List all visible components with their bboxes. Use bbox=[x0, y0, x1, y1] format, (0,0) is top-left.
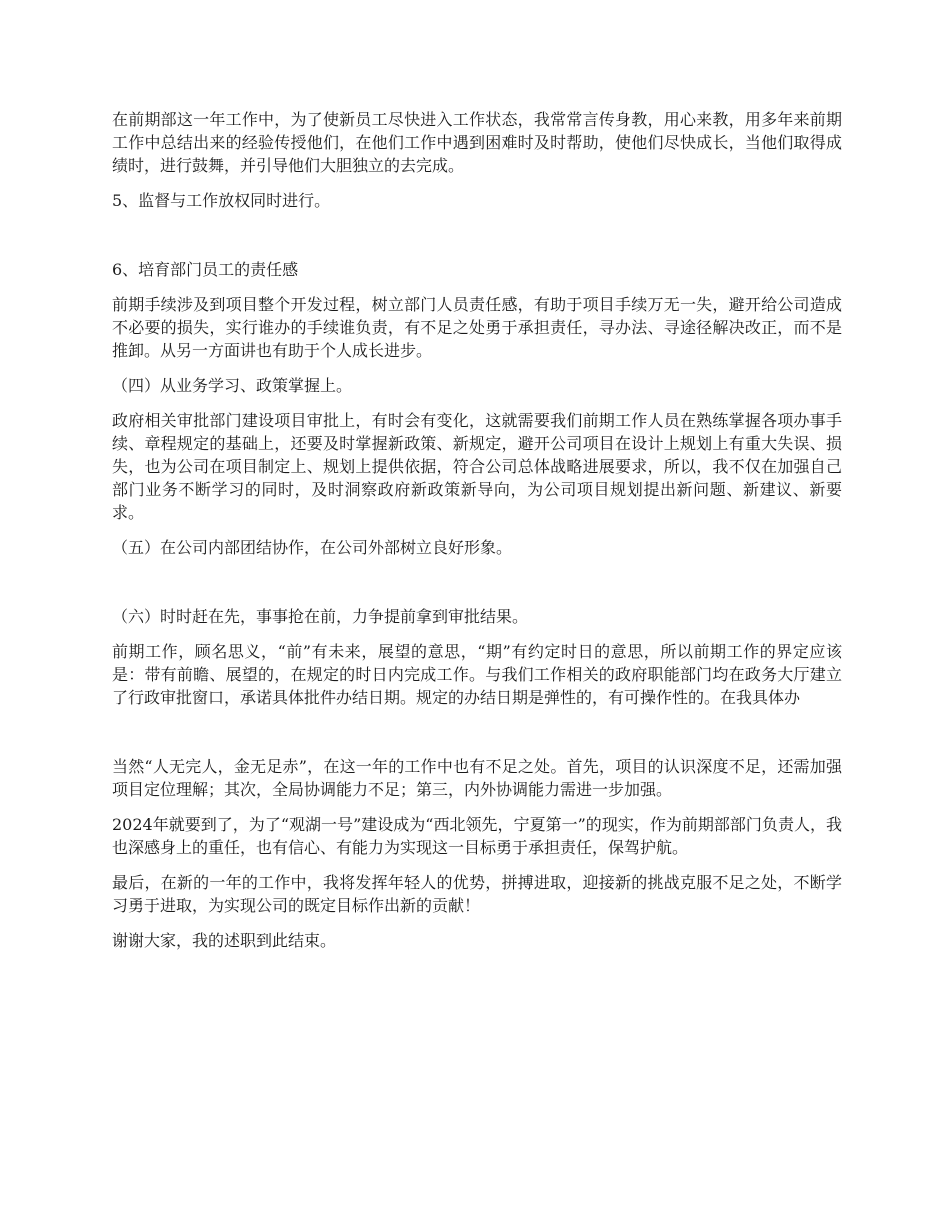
paragraph-2024-goals: 2024年就要到了，为了“观湖一号”建设成为“西北领先，宁夏第一”的现实，作为前期部部门负责人，我也深感身上的重任，也有信心、有能力为实现这一目标勇于承担责任，保驾护航。 bbox=[112, 815, 842, 857]
paragraph-preliminary-work: 前期工作，顾名思义，“前”有未来，展望的意思，“期”有约定时日的意思，所以前期工作的界定应该是：带有前瞻、展望的，在规定的时日内完成工作。与我们工作相关的政府职能部门均在政务大厅建立了行政审批窗口，承诺具体批件办结日期。规定的办结日期是弹性的，有可操作性的。在我具体办 bbox=[112, 642, 842, 707]
paragraph-mentoring: 在前期部这一年工作中，为了使新员工尽快进入工作状态，我常常言传身教，用心来教，用多年来前期工作中总结出来的经验传授他们，在他们工作中遇到困难时及时帮助，使他们尽快成长，当他们取得成绩时，进行鼓舞，并引导他们大胆独立的去完成。 bbox=[112, 110, 842, 175]
document-body bbox=[112, 108, 842, 964]
item-5-heading: 5、监督与工作放权同时进行。 bbox=[112, 191, 331, 210]
section-6-heading: （六）时时赶在先，事事抢在前，力争提前拿到审批结果。 bbox=[112, 607, 529, 626]
section-4-heading: （四）从业务学习、政策掌握上。 bbox=[112, 376, 353, 395]
paragraph-shortcomings: 当然“人无完人，金无足赤”，在这一年的工作中也有不足之处。首先，项目的认识深度不足，还需加强项目定位理解；其次，全局协调能力不足；第三，内外协调能力需进一步加强。 bbox=[112, 757, 842, 799]
section-5-heading: （五）在公司内部团结协作，在公司外部树立良好形象。 bbox=[112, 538, 513, 557]
paragraph-policy: 政府相关审批部门建设项目审批上，有时会有变化，这就需要我们前期工作人员在熟练掌握各项办事手续、章程规定的基础上，还要及时掌握新政策、新规定，避开公司项目在设计上规划上有重大失误、损失，也为公司在项目制定上、规划上提供依据，符合公司总体战略进展要求，所以，我不仅在加强自己部门业务不断学习的同时，及时洞察政府新政策新导向，为公司项目规划提出新问题、新建议、新要求。 bbox=[112, 411, 842, 522]
paragraph-closing-commitment: 最后，在新的一年的工作中，我将发挥年轻人的优势，拼搏进取，迎接新的挑战克服不足之处，不断学习勇于进取，为实现公司的既定目标作出新的贡献！ bbox=[112, 873, 842, 915]
item-6-heading: 6、培育部门员工的责任感 bbox=[112, 260, 299, 279]
paragraph-thanks: 谢谢大家，我的述职到此结束。 bbox=[112, 931, 337, 950]
paragraph-responsibility: 前期手续涉及到项目整个开发过程，树立部门人员责任感，有助于项目手续万无一失，避开给公司造成不必要的损失，实行谁办的手续谁负责，有不足之处勇于承担责任，寻办法、寻途径解决改正，而不是推卸。从另一方面讲也有助于个人成长进步。 bbox=[112, 295, 842, 360]
